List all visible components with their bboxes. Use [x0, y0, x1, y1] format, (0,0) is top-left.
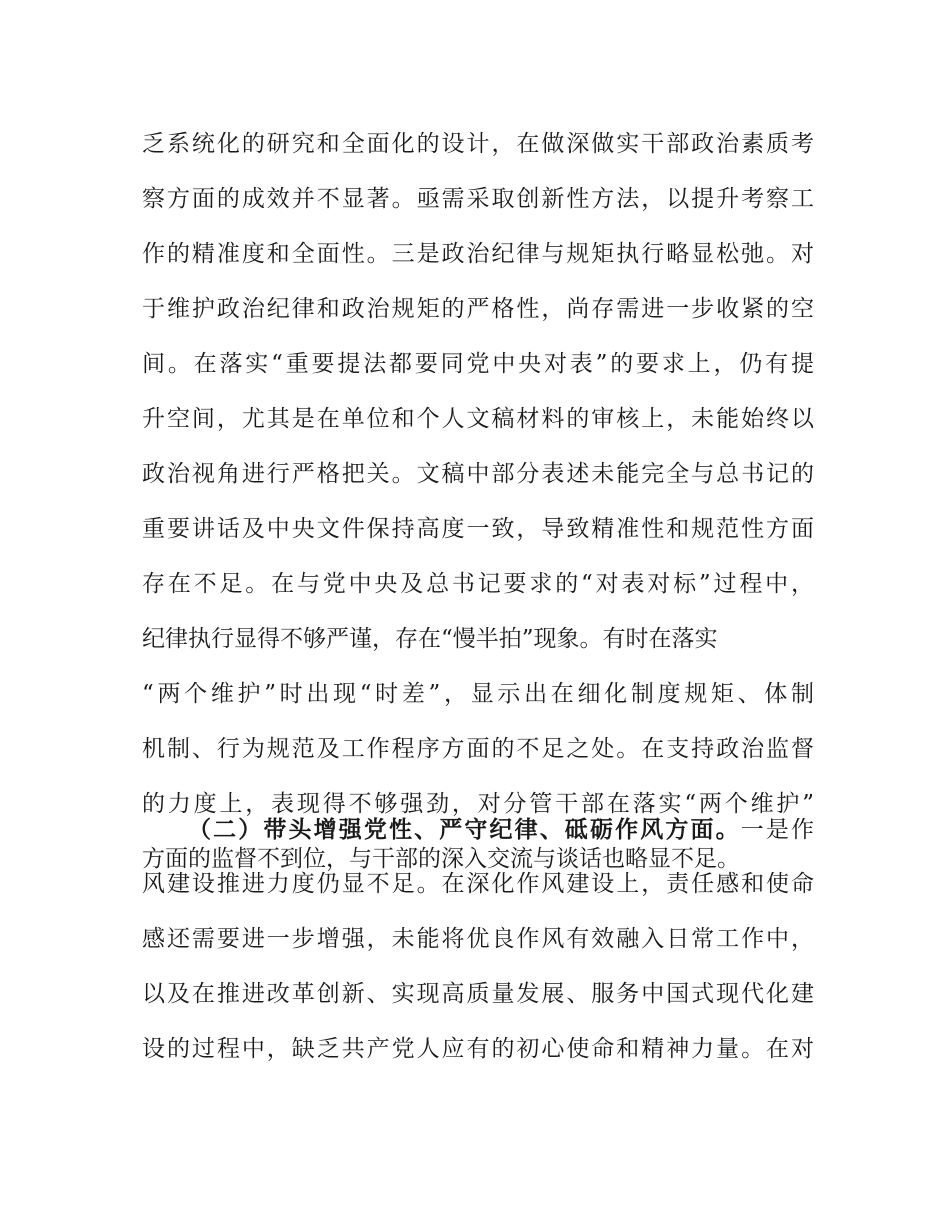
- section-heading: （二）带头增强党性、严守纪律、砥砺作风方面。: [188, 816, 741, 843]
- paragraph-line: 风建设推进力度仍显不足。在深化作风建设上，责任感和使命: [142, 871, 814, 897]
- paragraph-line: 政治视角进行严格把关。文稿中部分表述未能完全与总书记的: [142, 461, 814, 487]
- paragraph-party-spirit-section: [142, 802, 814, 1077]
- paragraph-line: 方面的监督不到位，与干部的深入交流与谈话也略显不足。: [142, 846, 740, 872]
- paragraph-line: “两个维护”时出现“时差”，显示出在细化制度规矩、体制: [142, 681, 814, 707]
- paragraph-line: 升空间，尤其是在单位和个人文稿材料的审核上，未能始终以: [142, 406, 814, 432]
- section-first-line-rest: 一是作: [740, 817, 814, 843]
- paragraph-line: 察方面的成效并不显著。亟需采取创新性方法，以提升考察工: [142, 186, 814, 212]
- paragraph-political-discipline: [142, 117, 814, 887]
- paragraph-line: 感还需要进一步增强，未能将优良作风有效融入日常工作中，: [142, 926, 814, 952]
- paragraph-line: 纪律执行显得不够严谨，存在“慢半拍”现象。有时在落实: [142, 626, 718, 652]
- paragraph-line: 于维护政治纪律和政治规矩的严格性，尚存需进一步收紧的空: [142, 296, 814, 322]
- paragraph-line: 设的过程中，缺乏共产党人应有的初心使命和精神力量。在对: [142, 1036, 814, 1062]
- paragraph-line: 存在不足。在与党中央及总书记要求的“对表对标”过程中，: [142, 571, 814, 597]
- paragraph-line: 作的精准度和全面性。三是政治纪律与规矩执行略显松弛。对: [142, 241, 814, 267]
- paragraph-line: 的力度上，表现得不够强劲，对分管干部在落实“两个维护”: [142, 791, 814, 817]
- paragraph-line: 以及在推进改革创新、实现高质量发展、服务中国式现代化建: [142, 981, 814, 1007]
- paragraph-line: 重要讲话及中央文件保持高度一致，导致精准性和规范性方面: [142, 516, 814, 542]
- paragraph-line: 乏系统化的研究和全面化的设计，在做深做实干部政治素质考: [142, 131, 814, 157]
- paragraph-line: 间。在落实“重要提法都要同党中央对表”的要求上，仍有提: [142, 351, 814, 377]
- section-first-line: [142, 802, 814, 857]
- paragraph-line: 机制、行为规范及工作程序方面的不足之处。在支持政治监督: [142, 736, 814, 762]
